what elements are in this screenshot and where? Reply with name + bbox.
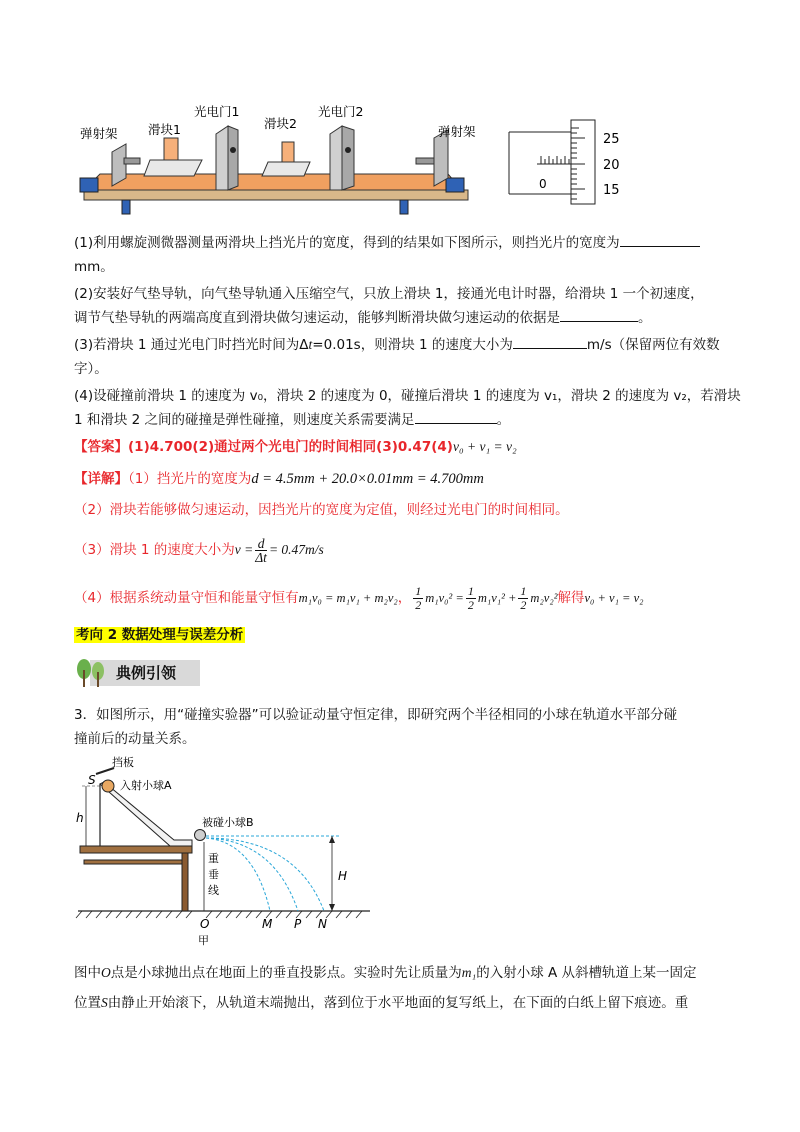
detail-p4-solve: 解得 <box>557 590 585 606</box>
bottom-1-m: m₁ <box>461 965 477 980</box>
bottom-2a: 位置 <box>74 995 101 1011</box>
q4-line1: (4)设碰撞前滑块 1 的速度为 v₀，滑块 2 的速度为 0，碰撞后滑块 1 的速度为 v₁，滑块 2 的速度为 v₂，若滑块 <box>74 388 741 404</box>
momentum-equation: m₁v₀ = m₁v₁ + m₂v₂ <box>298 591 398 605</box>
label-ball-b: 被碰小球B <box>202 816 254 829</box>
question-3-line2 <box>74 358 734 380</box>
fraction-d-over-dt <box>255 537 267 564</box>
label-launcher-left: 弹射架 <box>80 126 118 141</box>
q3-text2: =0.01s，则滑块 1 的速度大小为 <box>312 337 513 353</box>
half-1 <box>413 585 423 612</box>
slider-1 <box>144 160 202 176</box>
table-top <box>80 846 192 853</box>
energy-term-1: m₁v₀² = <box>425 591 464 605</box>
track-base <box>84 190 468 200</box>
bottom-line-2 <box>74 992 734 1014</box>
slider-2 <box>262 162 310 176</box>
detail-p2: （2）滑块若能够做匀速运动，因挡光片的宽度为定值，则经过光电门的时间相同。 <box>74 502 569 518</box>
answer-tag: 【答案】 <box>74 439 128 455</box>
micrometer-tick-15: 15 <box>603 183 620 198</box>
label-p: P <box>294 917 302 931</box>
air-track-figure <box>78 98 478 220</box>
answer-formula: v₀ + v₁ = v₂ <box>452 439 517 454</box>
label-baffle: 挡板 <box>112 756 134 769</box>
photogate-1 <box>216 126 228 190</box>
detail-p4-result: v₀ + v₁ = v₂ <box>584 591 644 605</box>
detail-line-2 <box>74 499 734 521</box>
question-2-line2 <box>74 307 734 329</box>
label-H: H <box>338 869 348 883</box>
detail-p4: （4）根据系统动量守恒和能量守恒有 <box>74 590 299 606</box>
detail-p1-formula: d = 4.5mm + 20.0×0.01mm = 4.700mm <box>251 471 484 487</box>
bottom-1c: 的入射小球 A 从斜槽轨道上某一固定 <box>476 965 697 981</box>
q1-answer-blank[interactable] <box>620 232 700 247</box>
p3-line2: 撞前后的动量关系。 <box>74 731 196 747</box>
half-3 <box>518 585 528 612</box>
label-s: S <box>88 773 96 787</box>
detail-line-1 <box>74 468 734 490</box>
energy-term-3: m₂v₂² <box>530 591 558 605</box>
label-o: O <box>200 917 210 931</box>
half-2-den: 2 <box>467 597 474 612</box>
fraction-den: Δt <box>255 549 267 565</box>
label-slider-2: 滑块2 <box>264 116 297 131</box>
micrometer-zero: 0 <box>539 177 547 191</box>
launcher-left <box>112 144 126 186</box>
example-banner <box>74 656 200 688</box>
question-1 <box>74 232 734 254</box>
detail-p3-v: v = <box>234 542 254 557</box>
q2-end: 。 <box>638 310 652 326</box>
detail-p3-result: = 0.47m/s <box>268 542 324 557</box>
label-h: h <box>76 811 84 825</box>
detail-p1: （1）挡光片的宽度为 <box>128 471 252 487</box>
bottom-2-s: S <box>101 995 108 1010</box>
half-2 <box>466 585 476 612</box>
q3-text1: (3)若滑块 1 通过光电门时挡光时间为Δ <box>74 337 309 353</box>
label-gate-2: 光电门2 <box>318 104 364 119</box>
q3-var: t <box>308 337 313 352</box>
p3-line1: 3．如图所示，用“碰撞实验器”可以验证动量守恒定律，即研究两个半径相同的小球在轨道水平部分碰 <box>74 707 678 723</box>
detail-tag: 【详解】 <box>74 471 128 487</box>
half-3-num: 1 <box>520 583 527 598</box>
q4-end: 。 <box>496 412 511 428</box>
question-4-line1 <box>74 385 741 407</box>
answer-text: (1)4.700(2)通过两个光电门的时间相同(3)0.47(4) <box>128 439 453 455</box>
label-ball-a: 入射小球A <box>120 779 172 792</box>
label-plumb-1: 重 <box>208 852 219 865</box>
banner-label: 典例引领 <box>116 664 177 682</box>
question-4-line2 <box>74 409 734 431</box>
bottom-1a: 图中 <box>74 965 101 981</box>
target-ball-b <box>195 830 206 841</box>
bottom-1-o: O <box>101 965 111 980</box>
label-gate-1: 光电门1 <box>194 104 240 119</box>
label-m: M <box>262 917 273 931</box>
question-2-line1 <box>74 283 734 305</box>
problem-3-line2 <box>74 728 734 750</box>
label-slider-1: 滑块1 <box>148 122 181 137</box>
photogate-2 <box>330 126 342 190</box>
incident-ball-a <box>102 780 114 792</box>
q3-line2: 字）。 <box>74 361 108 377</box>
half-1-num: 1 <box>415 583 422 598</box>
collision-apparatus-figure <box>74 756 374 952</box>
half-1-den: 2 <box>415 597 422 612</box>
bottom-line-1 <box>74 962 734 984</box>
q4-answer-blank[interactable] <box>415 409 497 424</box>
q2-line2: 调节气垫导轨的两端高度直到滑块做匀速运动，能够判断滑块做匀速运动的依据是 <box>74 310 560 326</box>
q1-unit: mm。 <box>74 259 114 275</box>
half-3-den: 2 <box>520 597 527 612</box>
bottom-2b: 由静止开始滚下，从轨道末端抛出，落到位于水平地面的复写纸上，在下面的白纸上留下痕迹。重 <box>107 995 689 1011</box>
detail-line-3 <box>74 532 734 568</box>
question-3-line1 <box>74 334 734 356</box>
bottom-1b: 点是小球抛出点在地面上的垂直投影点。实验时先让质量为 <box>110 965 462 981</box>
label-launcher-right: 弹射架 <box>438 124 476 139</box>
detail-line-4: （4）根据系统动量守恒和能量守恒有m₁v₀ = m₁v₁ + m₂v₂， $\frac{1}{2}$ m₁v₀² = $\frac{1}{2}$ m₁v₁² + $\frac{1}{2}$ m₂v₂²解得v₀ + v₁ = v₂ <box>74 583 644 612</box>
label-n: N <box>318 917 327 931</box>
q2-line1: (2)安装好气垫导轨，向气垫导轨通入压缩空气，只放上滑块 1，接通光电计时器，给滑块 1 一个初速度， <box>74 286 704 302</box>
q3-unit: m/s（保留两位有效数 <box>586 337 720 353</box>
q3-answer-blank[interactable] <box>513 334 587 349</box>
micrometer-tick-25: 25 <box>603 132 620 147</box>
section-title: 考向 2 数据处理与误差分析 <box>76 627 244 643</box>
label-plumb-2: 垂 <box>208 868 219 881</box>
section-heading <box>74 624 734 646</box>
fraction-num: d <box>255 537 267 551</box>
q4-line2: 1 和滑块 2 之间的碰撞是弹性碰撞，则速度关系需要满足 <box>74 412 415 428</box>
q2-answer-blank[interactable] <box>560 307 638 322</box>
label-jia: 甲 <box>198 934 209 947</box>
answer-line <box>74 436 734 458</box>
energy-term-2: m₁v₁² + <box>477 591 517 605</box>
question-1-unit <box>74 256 734 278</box>
detail-p3: （3）滑块 1 的速度大小为 <box>74 542 235 558</box>
q1-text: (1)利用螺旋测微器测量两滑块上挡光片的宽度，得到的结果如下图所示，则挡光片的宽度为 <box>74 235 620 251</box>
micrometer-figure <box>505 118 635 210</box>
half-2-num: 1 <box>467 583 474 598</box>
micrometer-tick-20: 20 <box>603 158 620 173</box>
label-plumb-3: 线 <box>208 884 219 897</box>
problem-3-line1 <box>74 704 734 726</box>
